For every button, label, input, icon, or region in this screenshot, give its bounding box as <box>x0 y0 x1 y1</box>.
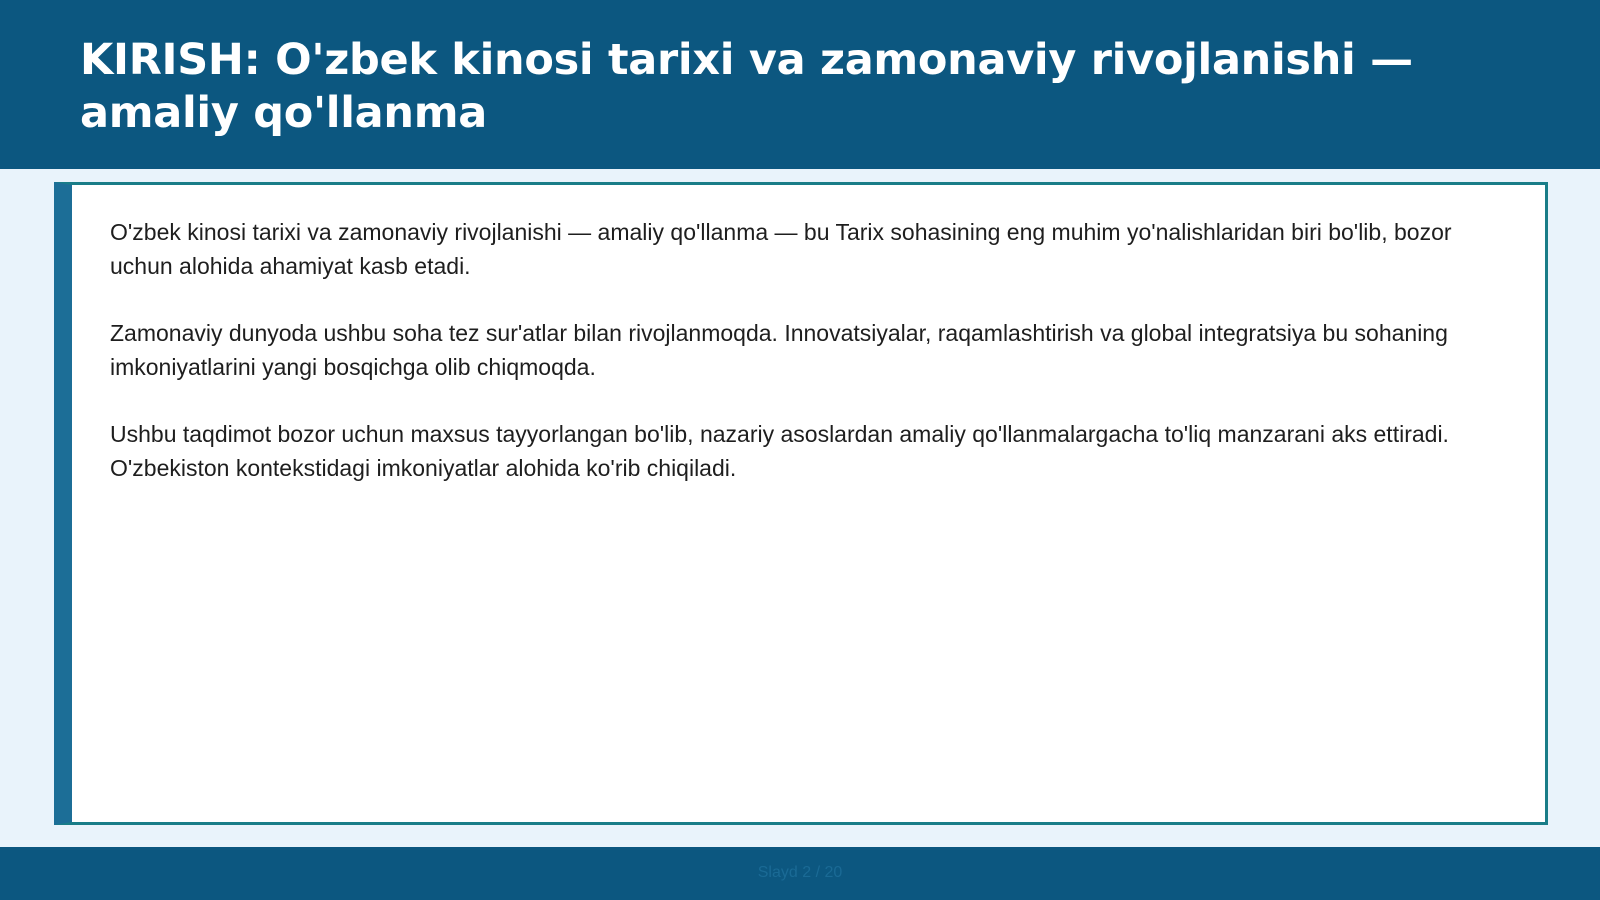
paragraph-1: O'zbek kinosi tarixi va zamonaviy rivojlanishi — amaliy qo'llanma — bu Tarix sohasining eng muhim yo'nalishlaridan biri bo'lib, bozor uchun alohida ahamiyat kasb etadi. <box>110 219 1452 279</box>
slide-footer <box>0 847 1600 900</box>
paragraph-3: Ushbu taqdimot bozor uchun maxsus tayyorlangan bo'lib, nazariy asoslardan amaliy qo'llanmalargacha to'liq manzarani aks ettiradi. O'zbekiston kontekstidagi imkoniyatlar alohida ko'rib chiqiladi. <box>110 421 1449 481</box>
content-body <box>110 215 1500 518</box>
slide-number: Slayd 2 / 20 <box>757 864 843 881</box>
slide-title: KIRISH: O'zbek kinosi tarixi va zamonaviy rivojlanishi — amaliy qo'llanma <box>80 35 1413 138</box>
slide-header <box>0 0 1600 169</box>
paragraph-2: Zamonaviy dunyoda ushbu soha tez sur'atlar bilan rivojlanmoqda. Innovatsiyalar, raqamlashtirish va global integratsiya bu sohaning imkoniyatlarini yangi bosqichga olib chiqmoqda. <box>110 320 1448 380</box>
content-card <box>54 182 1548 825</box>
